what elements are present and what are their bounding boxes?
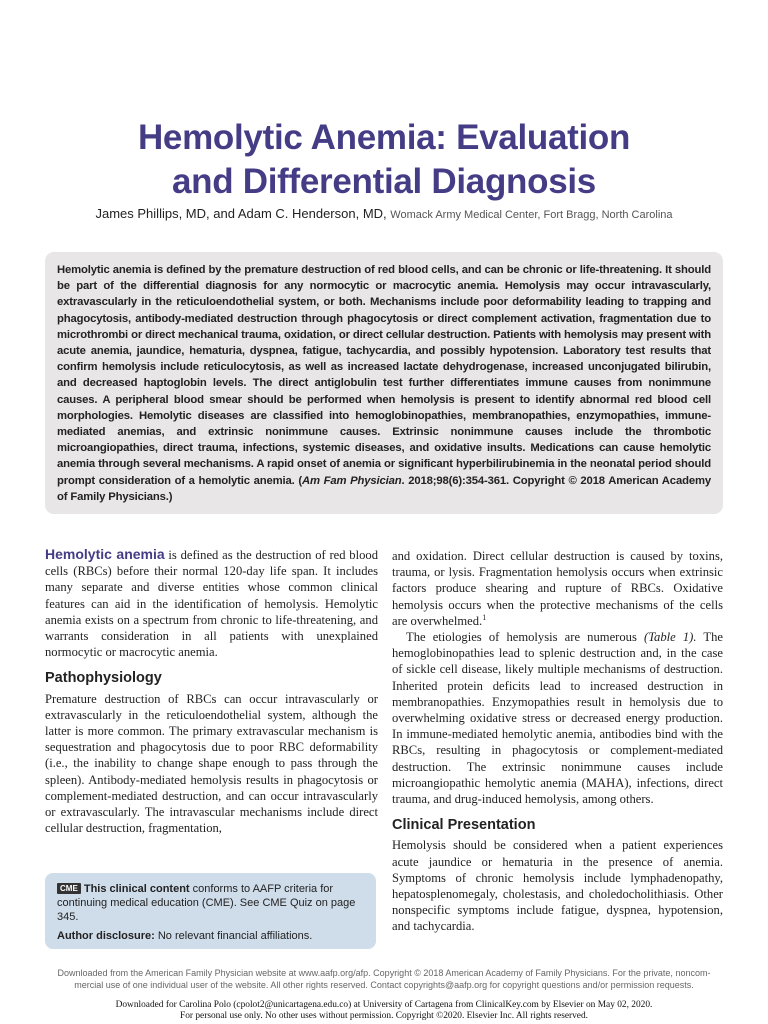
- abstract-citation-journal: Am Fam Physician: [302, 474, 402, 487]
- affiliation: Womack Army Medical Center, Fort Bragg, North Carolina: [390, 209, 673, 221]
- abstract-body: Hemolytic anemia is defined by the premature destruction of red blood cells, and can be chronic or life-threatening. It should be part of the differential diagnosis for any normocytic or macrocytic anemia. Hemolysis may occur intravascularly, extravascularly in the reticuloendothelial system, or both. Mechanisms include poor deformability leading to trapping and phagocytosis, antibody-mediated destruction through phagocytosis or direct complement activation, fragmentation due to microthrombi or direct mechanical trauma, oxidation, or direct cellular destruction. Patients with hemolysis may present with acute anemia, jaundice, hematuria, dyspnea, fatigue, tachycardia, and possibly hypotension. Laboratory test results that confirm hemolysis include reticulocytosis, as well as increased lactate dehydrogenase, increased unconjugated bilirubin, and decreased haptoglobin levels. The direct antiglobulin test further differentiates immune causes from nonimmune causes. A peripheral blood smear should be performed when hemolysis is present to identify abnormal red blood cell morphologies. Hemolytic diseases are classified into hemoglobinopathies, membranopathies, enzymopathies, immune-mediated anemias, and extrinsic nonimmune causes. Extrinsic nonimmune causes include the thrombotic microangiopathies, direct trauma, infections, systemic diseases, and oxidative insults. Medications can cause hemolytic anemia through several mechanisms. A rapid onset of anemia or significant hyperbilirubinemia in the neonatal period should prompt consideration of a hemolytic anemia. (: [57, 264, 711, 487]
- cme-box: [45, 873, 376, 949]
- article-title: [0, 116, 768, 204]
- continuation-paragraph: [392, 548, 723, 629]
- clinical-presentation-paragraph: Hemolysis should be considered when a patient experiences acute jaundice or hematuria in the presence of anemia. Symptoms of chronic hemolysis include lymphadenopathy, hepatosplenomegaly, cholestasis, and choledocholithiasis. Other nonspecific symptoms include fatigue, dyspnea, hypotension, and tachycardia.: [392, 838, 723, 934]
- cme-text: conforms to AAFP criteria for continuing medical education (CME). See CME Quiz on page 345.: [57, 883, 356, 923]
- footer-line-4: For personal use only. No other uses without permission. Copyright ©2020. Elsevier Inc. All rights reserved.: [179, 1010, 589, 1021]
- etiologies-paragraph: [392, 629, 723, 807]
- footer-line-3: Downloaded for Carolina Polo (cpolot2@unicartagena.edu.co) at University of Cartagena from ClinicalKey.com by Elsevier on May 02, 2020.: [115, 1000, 653, 1010]
- pathophysiology-paragraph: Premature destruction of RBCs can occur intravascularly or extravascularly in the reticuloendothelial system, although the latter is more common. The primary extravascular mechanism is sequestration and phagocytosis due to poor RBC deformability (i.e., the inability to change shape enough to pass through the spleen). Antibody-mediated hemolysis results in phagocytosis or complement-mediated destruction, and can occur intravascularly or extravascularly. The intravascular mechanisms include direct cellular destruction, fragmentation,: [45, 691, 378, 836]
- disclosure-text: No relevant financial affiliations.: [154, 930, 313, 942]
- footer-line-1: Downloaded from the American Family Physician website at www.aafp.org/afp. Copyright © 2018 American Academy of Family Physicians. For the private, noncom-: [57, 968, 711, 978]
- footer-line-2: mercial use of one individual user of the website. All other rights reserved. Contact copyrights@aafp.org for copyright questions and/or permission requests.: [74, 979, 694, 990]
- intro-text: is defined as the destruction of red blood cells (RBCs) before their normal 120-day life span. It includes many separate and diverse entities whose common clinical features can aid in the identification of hemolysis. Hemolytic anemia exists on a spectrum from chronic to life-threatening, and warrants consideration in all patients with unexplained normocytic or macrocytic anemia.: [45, 548, 378, 660]
- etiologies-rest: The hemoglobinopathies lead to splenic destruction and, in the case of sickle cell disease, likely multiple mechanisms of destruction. Inherited protein deficits lead to increased destruction in membranopathies. Enzymopathies result in hemolysis due to overwhelming oxidative stress or decreased energy production. In immune-mediated hemolytic anemia, antibodies bind with the RBCs, resulting in phagocytosis or complement-mediated destruction. The extrinsic nonimmune causes include microangiopathic hemolytic anemia (MAHA), infections, direct trauma, and drug-induced hemolysis, among others.: [392, 630, 724, 807]
- cme-tag: CME: [57, 883, 81, 894]
- clinical-presentation-heading: Clinical Presentation: [392, 817, 536, 834]
- table-reference: (Table 1).: [644, 630, 697, 645]
- left-column: [45, 546, 378, 836]
- cme-bold: This clinical content: [83, 883, 190, 895]
- intro-lead: Hemolytic anemia: [45, 546, 165, 562]
- disclosure-label: Author disclosure:: [57, 930, 155, 942]
- title-line-2: and Differential Diagnosis: [172, 162, 596, 201]
- etiologies-start: The etiologies of hemolysis are numerous: [406, 630, 644, 645]
- author-disclosure: [57, 929, 364, 943]
- right-column: [392, 548, 723, 935]
- abstract-box: [45, 252, 723, 514]
- download-footer: [0, 1000, 768, 1021]
- abstract-citation-rest: . 2018;98(6):354-361. Copyright © 2018 American Academy of Family Physicians.): [57, 474, 711, 503]
- continuation-text: and oxidation. Direct cellular destruction is caused by toxins, trauma, or lysis. Fragmentation hemolysis occurs when extrinsic factors produce shearing and rupture of RBCs. Oxidative hemolysis occurs when the protective mechanisms of the cells are overwhelmed.: [392, 549, 723, 628]
- abstract-text: [57, 262, 711, 505]
- pathophysiology-heading: Pathophysiology: [45, 670, 162, 687]
- byline: [0, 206, 768, 221]
- reference-1: 1: [482, 612, 487, 622]
- cme-statement: [57, 882, 364, 924]
- intro-paragraph: [45, 546, 378, 660]
- title-line-1: Hemolytic Anemia: Evaluation: [137, 118, 631, 157]
- authors: James Phillips, MD, and Adam C. Henderson, MD,: [95, 206, 387, 221]
- copyright-footer: [30, 968, 738, 991]
